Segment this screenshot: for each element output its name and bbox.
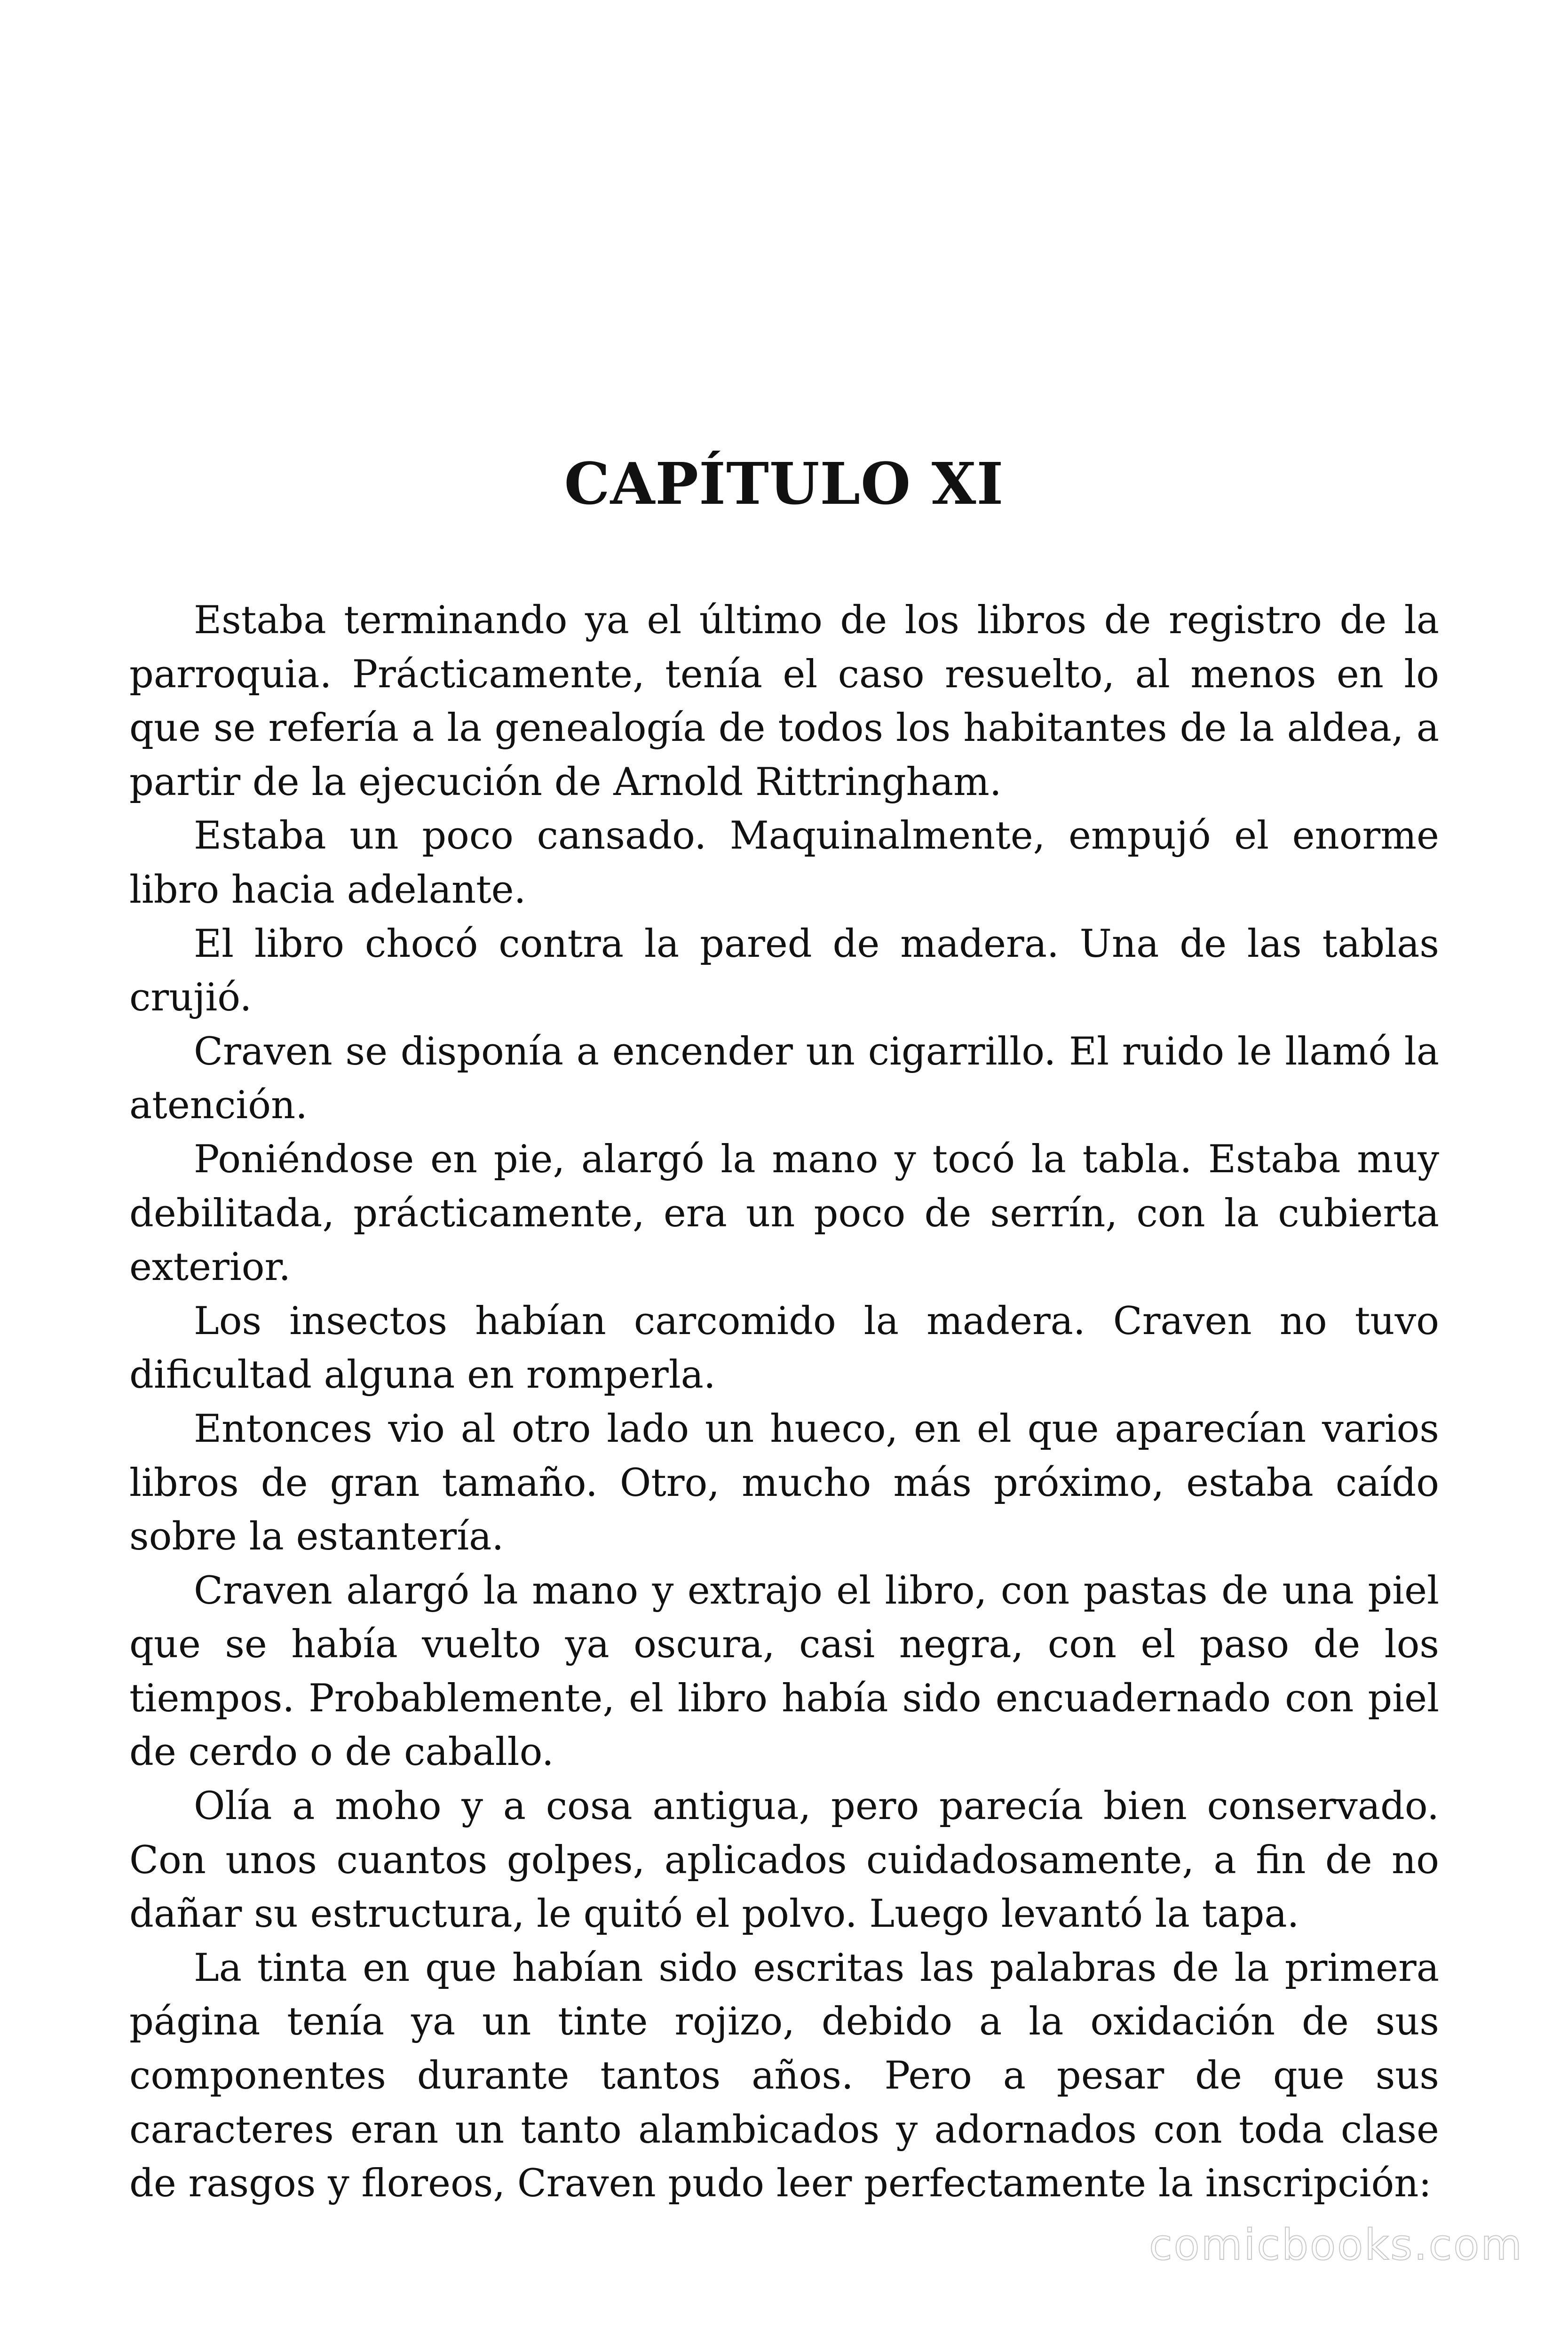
paragraph: La tinta en que habían sido escritas las palabras de la primera página tenía ya un tinte rojizo, debido a la oxidación de sus componentes durante tantos años. Pero a pesar de que sus caracteres eran un tanto alambicados y adornados con toda clase de rasgos y floreos, Craven pudo leer perfectamente la inscripción: xyxy=(129,1946,1439,2206)
chapter-body xyxy=(129,594,1439,2211)
paragraph: Estaba un poco cansado. Maquinalmente, empujó el enorme libro hacia adelante. xyxy=(129,814,1439,912)
paragraph: Craven alargó la mano y extrajo el libro, con pastas de una piel que se había vuelto ya oscura, casi negra, con el paso de los tiempos. Probablemente, el libro había sido encuadernado con piel de cerdo o de caballo. xyxy=(129,1568,1439,1775)
paragraph: Craven se disponía a encender un cigarrillo. El ruido le llamó la atención. xyxy=(129,1029,1439,1128)
watermark: comicbooks.com xyxy=(1149,2220,1523,2270)
paragraph: Los insectos habían carcomido la madera. Craven no tuvo dificultad alguna en romperla. xyxy=(129,1299,1439,1398)
paragraph: El libro chocó contra la pared de madera. Una de las tablas crujió. xyxy=(129,922,1439,1020)
paragraph: Poniéndose en pie, alargó la mano y tocó la tabla. Estaba muy debilitada, prácticamente, era un poco de serrín, con la cubierta exterior. xyxy=(129,1137,1439,1290)
chapter-title: CAPÍTULO XI xyxy=(564,450,1004,517)
paragraph: Entonces vio al otro lado un hueco, en el que aparecían varios libros de gran tamaño. Otro, mucho más próximo, estaba caído sobre la estantería. xyxy=(129,1406,1439,1559)
paragraph: Olía a moho y a cosa antigua, pero parecía bien conservado. Con unos cuantos golpes, aplicados cuidadosamente, a fin de no dañar su estructura, le quitó el polvo. Luego levantó la tapa. xyxy=(129,1784,1439,1937)
paragraph: Estaba terminando ya el último de los libros de registro de la parroquia. Prácticamente, tenía el caso resuelto, al menos en lo que se refería a la genealogía de todos los habitantes de la aldea, a partir de la ejecución de Arnold Rittringham. xyxy=(129,598,1439,804)
